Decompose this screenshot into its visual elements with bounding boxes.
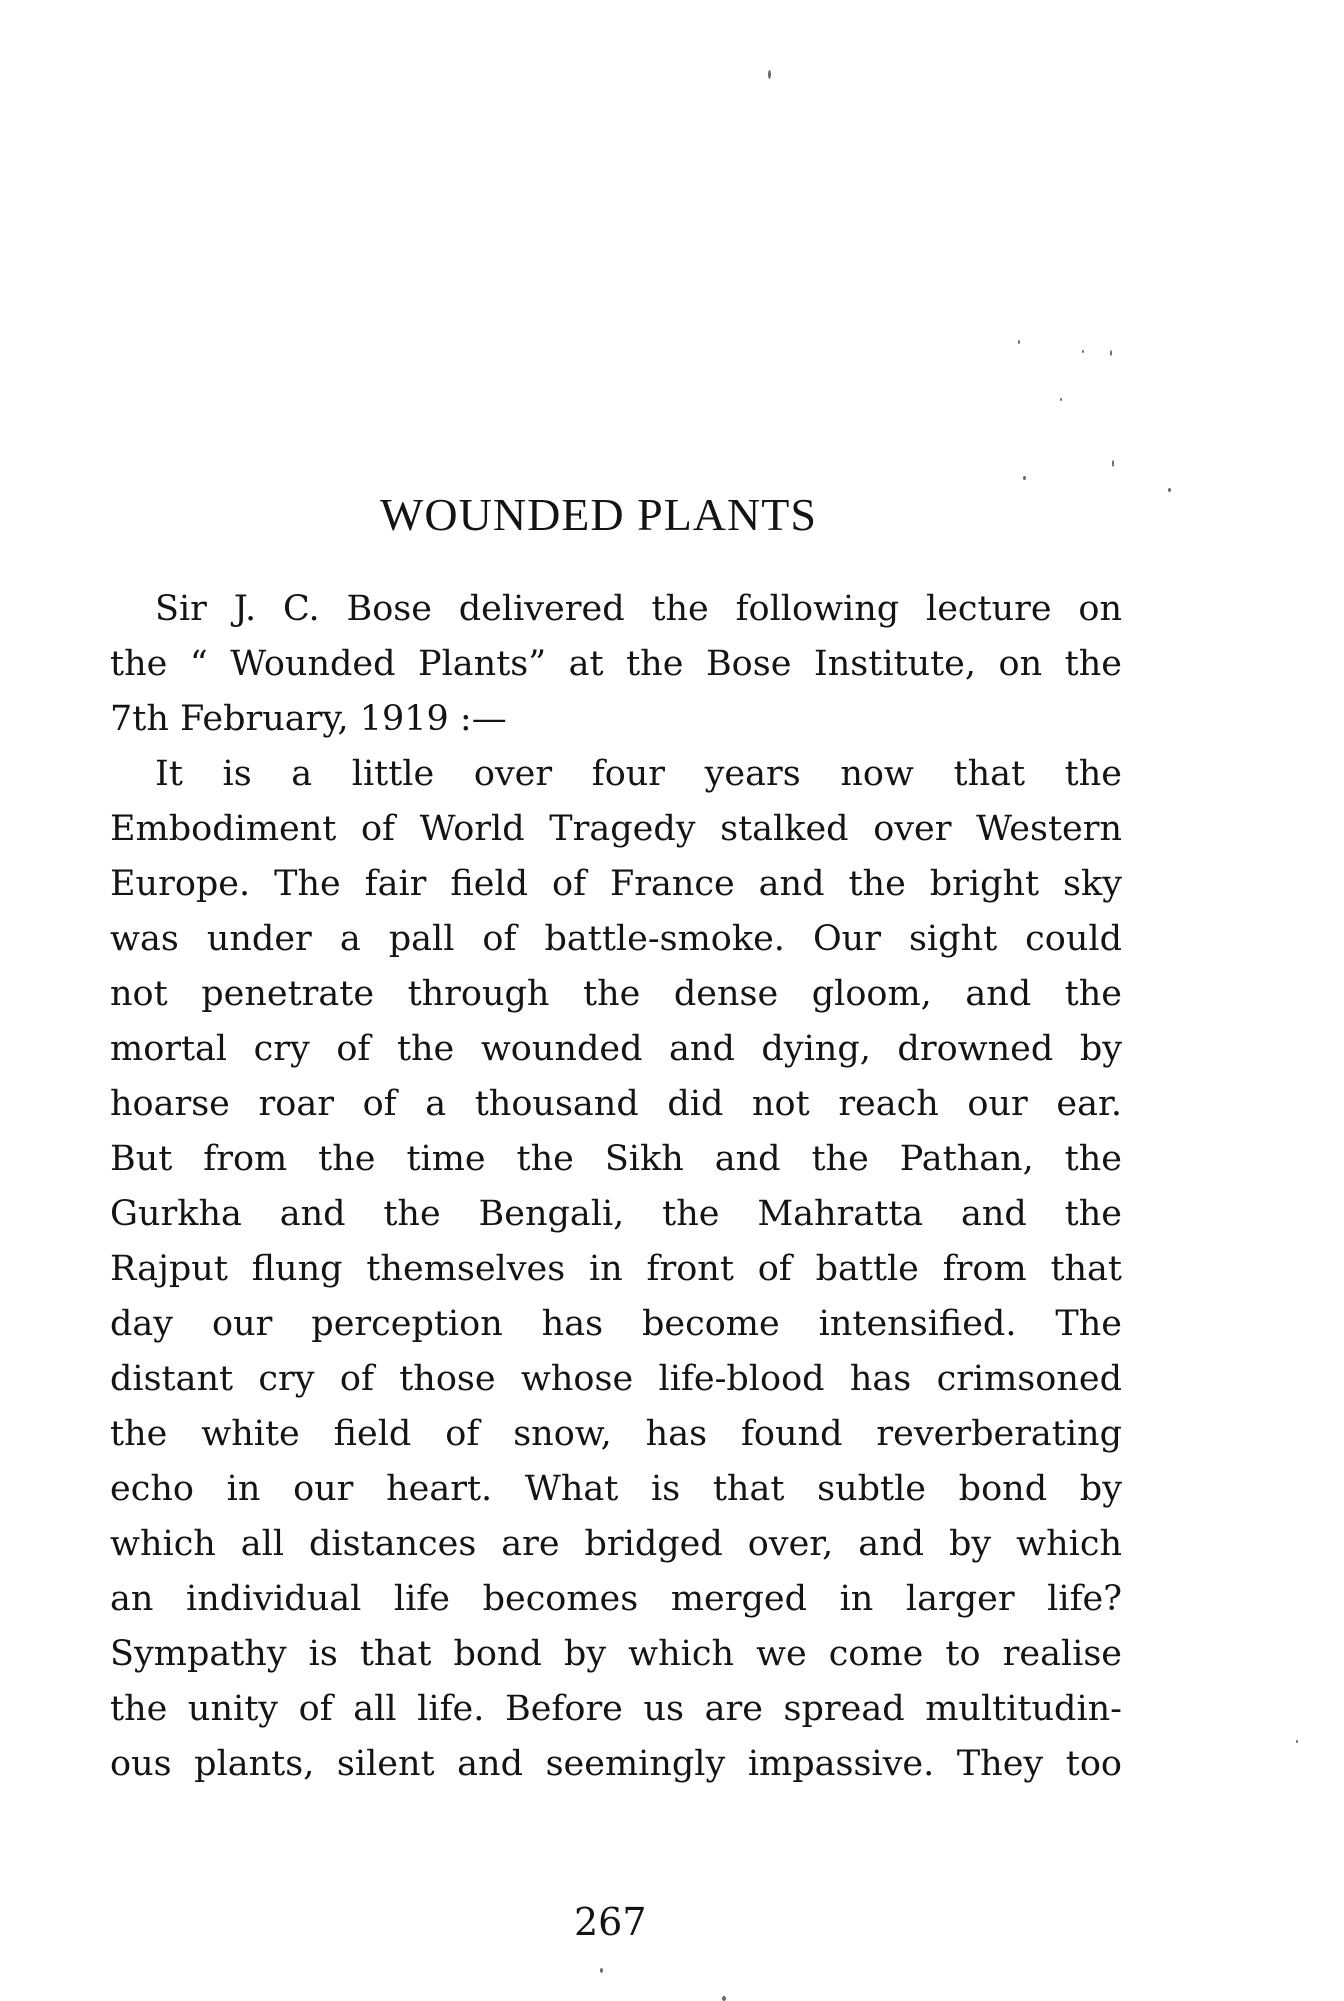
text-line: Embodiment of World Tragedy stalked over Western <box>110 809 1122 849</box>
scan-speck <box>768 70 771 79</box>
scan-speck <box>1082 350 1084 353</box>
text-line: day our perception has become intensified. The <box>110 1304 1122 1344</box>
text-line: hoarse roar of a thousand did not reach our ear. <box>110 1084 1122 1124</box>
scan-speck <box>1023 476 1026 480</box>
scan-speck <box>1110 350 1112 356</box>
text-line: the white field of snow, has found reverberating <box>110 1414 1122 1454</box>
scan-speck <box>1060 398 1062 401</box>
body-text <box>110 582 1122 1792</box>
text-line: mortal cry of the wounded and dying, drowned by <box>110 1029 1122 1069</box>
text-line: It is a little over four years now that the <box>155 754 1122 794</box>
scan-speck <box>1168 488 1171 492</box>
text-line: distant cry of those whose life-blood has crimsoned <box>110 1359 1122 1399</box>
text-line: echo in our heart. What is that subtle bond by <box>110 1469 1122 1509</box>
text-line: ous plants, silent and seemingly impassive. They too <box>110 1744 1122 1784</box>
text-line: the unity of all life. Before us are spread multitudin- <box>110 1689 1122 1729</box>
text-line: Sir J. C. Bose delivered the following lecture on <box>155 589 1122 629</box>
scan-speck <box>722 1996 726 2001</box>
text-line: was under a pall of battle-smoke. Our sight could <box>110 919 1122 959</box>
scan-speck <box>600 1968 603 1973</box>
text-line: not penetrate through the dense gloom, and the <box>110 974 1122 1014</box>
text-line: But from the time the Sikh and the Pathan, the <box>110 1139 1122 1179</box>
text-line: 7th February, 1919 :— <box>110 699 507 739</box>
text-line: Rajput flung themselves in front of battle from that <box>110 1249 1122 1289</box>
page-number: 267 <box>574 1900 647 1944</box>
text-line: Europe. The fair field of France and the bright sky <box>110 864 1122 904</box>
scan-speck <box>1018 340 1020 344</box>
text-line: the “ Wounded Plants” at the Bose Institute, on the <box>110 644 1122 684</box>
scan-speck <box>1112 460 1114 467</box>
text-line: Sympathy is that bond by which we come to realise <box>110 1634 1122 1674</box>
text-line: an individual life becomes merged in larger life? <box>110 1579 1122 1619</box>
chapter-title: WOUNDED PLANTS <box>380 489 817 540</box>
text-line: which all distances are bridged over, and by which <box>110 1524 1122 1564</box>
text-line: Gurkha and the Bengali, the Mahratta and the <box>110 1194 1122 1234</box>
scan-speck <box>1296 1740 1298 1743</box>
